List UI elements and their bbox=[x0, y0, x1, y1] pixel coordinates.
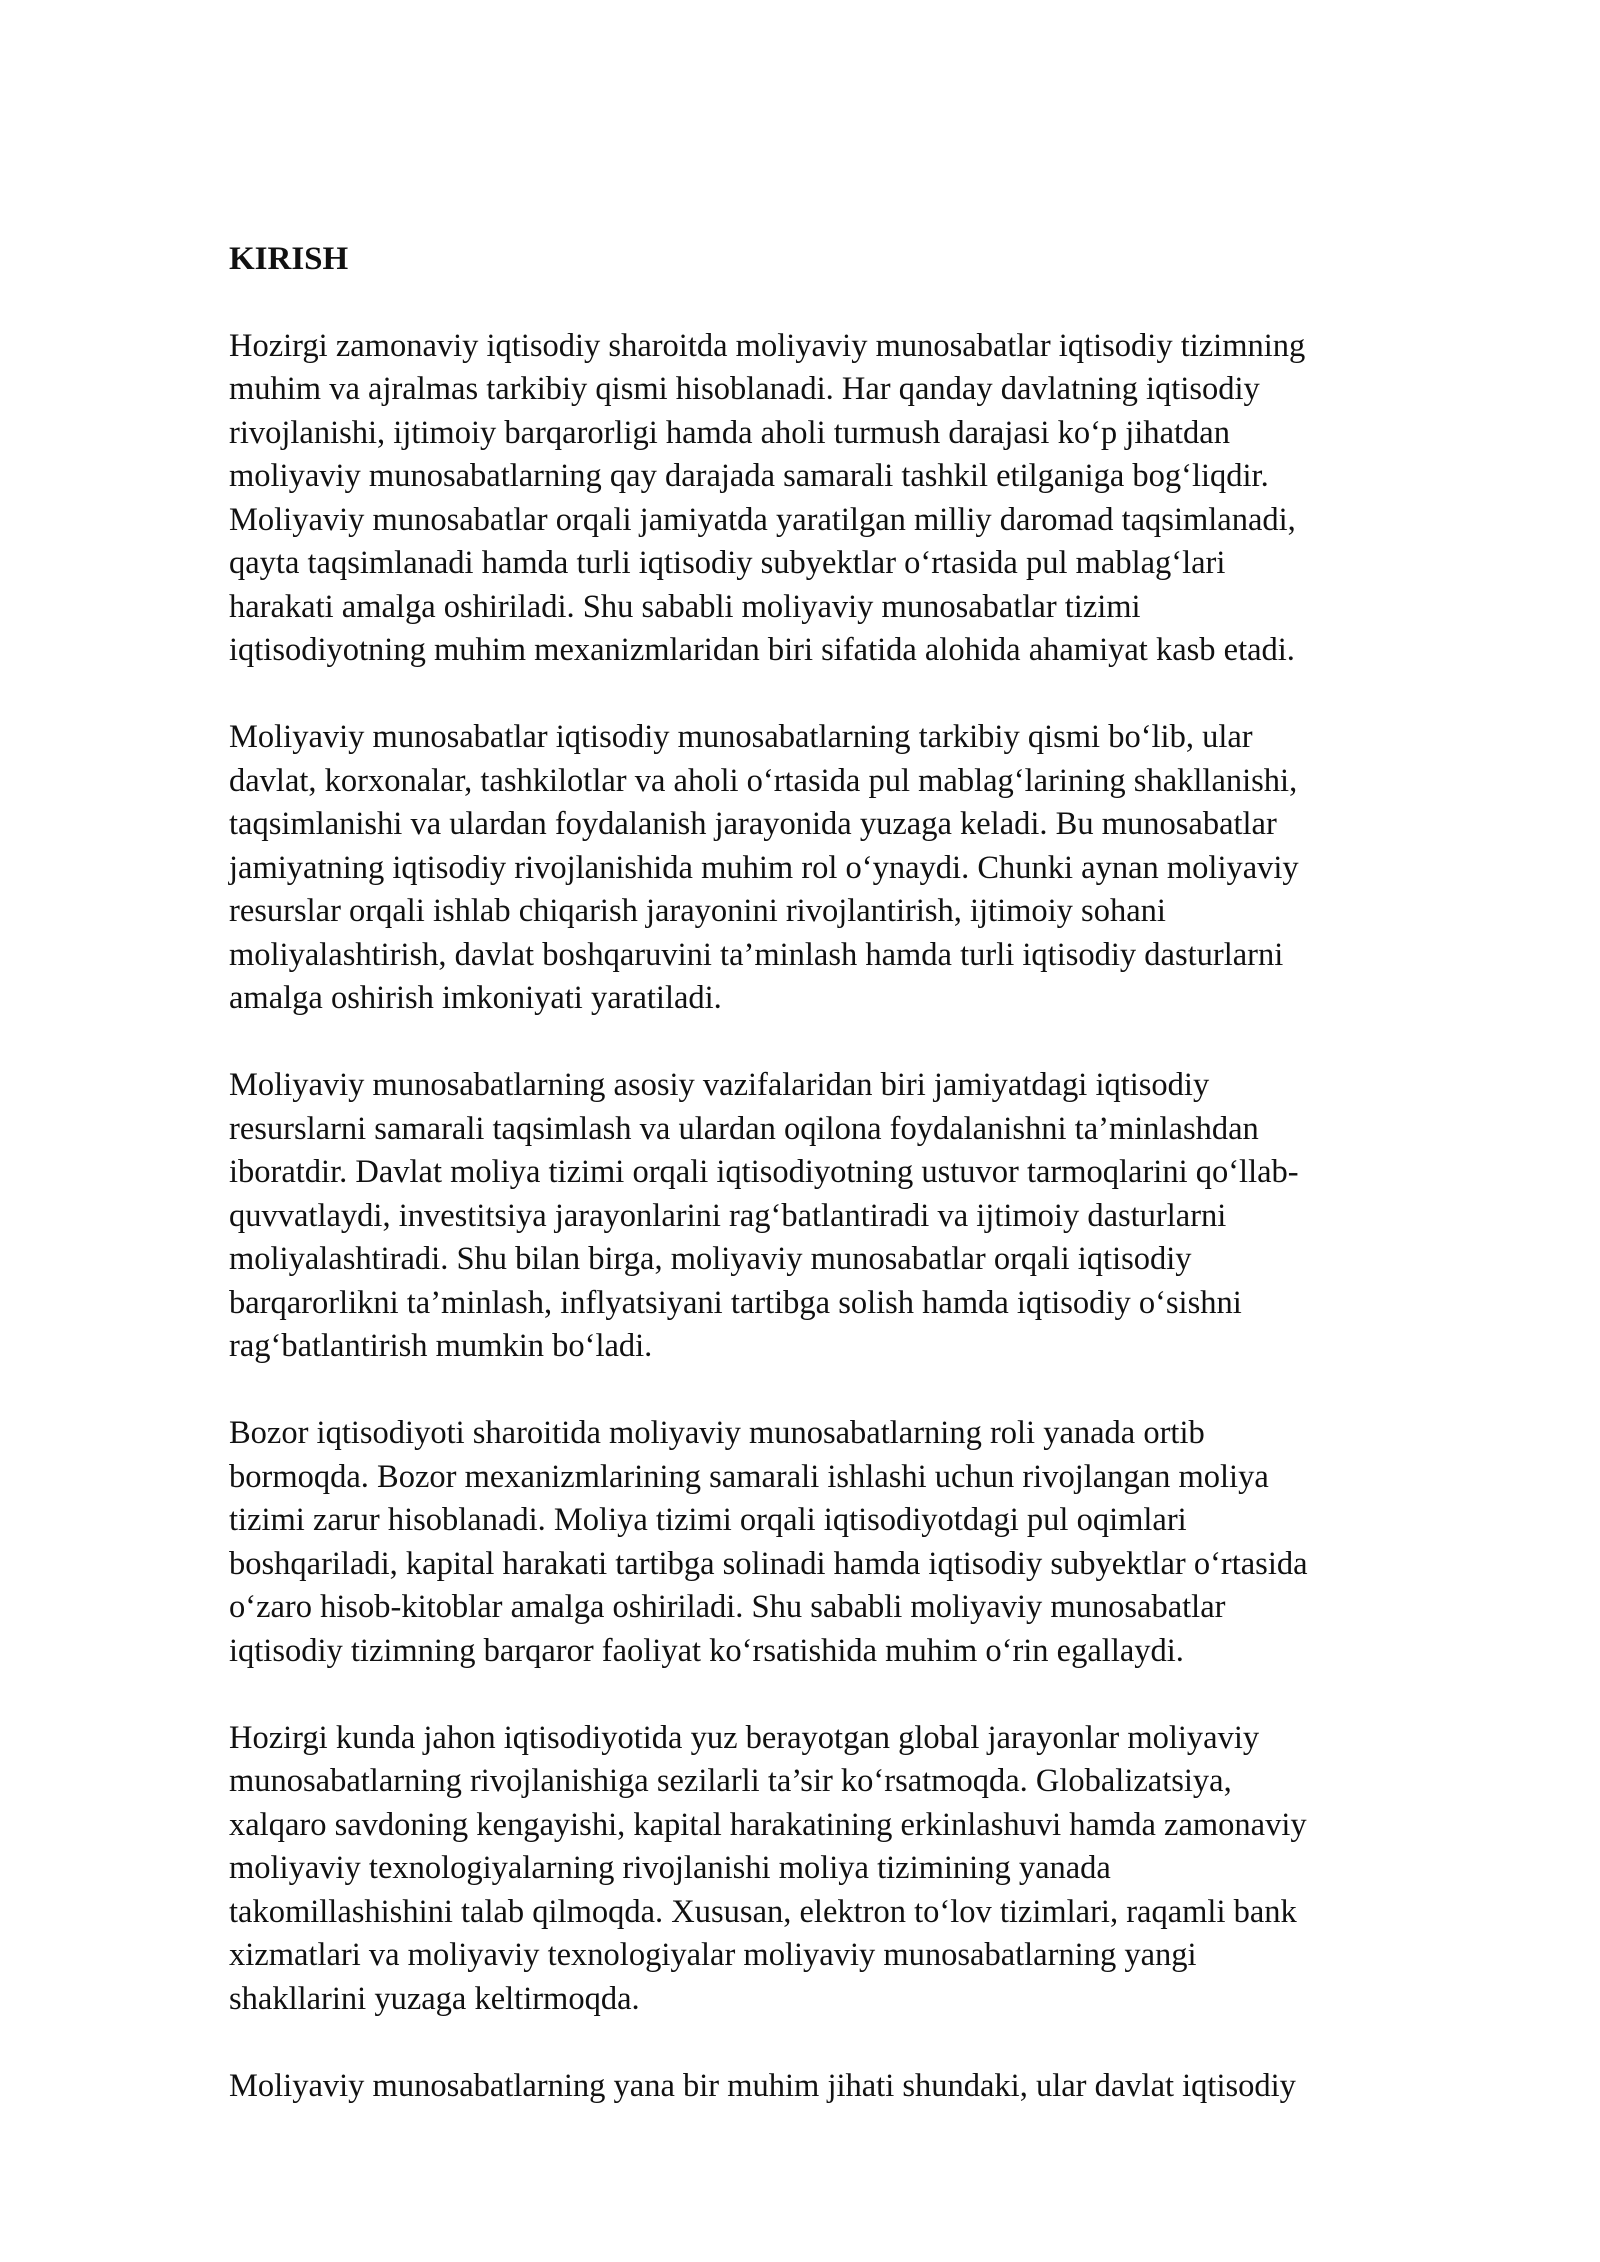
paragraph-6: Moliyaviy munosabatlarning yana bir muhim jihati shundaki, ular davlat iqtisodiy bbox=[229, 2067, 1296, 2104]
paragraph-5: Hozirgi kunda jahon iqtisodiyotida yuz berayotgan global jarayonlar moliyaviy munosabatlarning rivojlanishiga sezilarli ta’sir ko‘rsatmoqda. Globalizatsiya, xalqaro savdoning kengayishi, kapital harakatining erkinlashuvi hamda zamonaviy moliyaviy texnologiyalarning rivojlanishi moliya tizimining yanada takomillashishini talab qilmoqda. Xususan, elektron to‘lov tizimlari, raqamli bank xizmatlari va moliyaviy texnologiyalar moliyaviy munosabatlarning yangi shakllarini yuzaga keltirmoqda. bbox=[229, 1719, 1307, 2017]
paragraph-3: Moliyaviy munosabatlarning asosiy vazifalaridan biri jamiyatdagi iqtisodiy resurslarni samarali taqsimlash va ulardan oqilona foydalanishni ta’minlashdan iboratdir. Davlat moliya tizimi orqali iqtisodiyotning ustuvor tarmoqlarini qo‘llab- quvvatlaydi, investitsiya jarayonlarini rag‘batlantiradi va ijtimoiy dasturlarni moliyalashtiradi. Shu bilan birga, moliyaviy munosabatlar orqali iqtisodiy barqarorlikni ta’minlash, inflyatsiyani tartibga solish hamda iqtisodiy o‘sishni rag‘batlantirish mumkin bo‘ladi. bbox=[229, 1067, 1299, 1364]
paragraph-2: Moliyaviy munosabatlar iqtisodiy munosabatlarning tarkibiy qismi bo‘lib, ular davlat, korxonalar, tashkilotlar va aholi o‘rtasida pul mablag‘larining shakllanishi, taqsimlanishi va ulardan foydalanish jarayonida yuzaga keladi. Bu munosabatlar jamiyatning iqtisodiy rivojlanishida muhim rol o‘ynaydi. Chunki aynan moliyaviy resurslar orqali ishlab chiqarish jarayonini rivojlantirish, ijtimoiy sohani moliyalashtirish, davlat boshqaruvini ta’minlash hamda turli iqtisodiy dasturlarni amalga oshirish imkoniyati yaratiladi. bbox=[229, 719, 1299, 1016]
paragraph-4: Bozor iqtisodiyoti sharoitida moliyaviy munosabatlarning roli yanada ortib bormoqda. Bozor mexanizmlarining samarali ishlashi uchun rivojlangan moliya tizimi zarur hisoblanadi. Moliya tizimi orqali iqtisodiyotdagi pul oqimlari boshqariladi, kapital harakati tartibga solinadi hamda iqtisodiy subyektlar o‘rtasida o‘zaro hisob-kitoblar amalga oshiriladi. Shu sababli moliyaviy munosabatlar iqtisodiy tizimning barqaror faoliyat ko‘rsatishida muhim o‘rin egallaydi. bbox=[229, 1415, 1308, 1669]
paragraph-1: Hozirgi zamonaviy iqtisodiy sharoitda moliyaviy munosabatlar iqtisodiy tizimning muhim va ajralmas tarkibiy qismi hisoblanadi. Har qanday davlatning iqtisodiy rivojlanishi, ijtimoiy barqarorligi hamda aholi turmush darajasi ko‘p jihatdan moliyaviy munosabatlarning qay darajada samarali tashkil etilganiga bog‘liqdir. Moliyaviy munosabatlar orqali jamiyatda yaratilgan milliy daromad taqsimlanadi, qayta taqsimlanadi hamda turli iqtisodiy subyektlar o‘rtasida pul mablag‘lari harakati amalga oshiriladi. Shu sababli moliyaviy munosabatlar tizimi iqtisodiyotning muhim mexanizmlaridan biri sifatida alohida ahamiyat kasb etadi. bbox=[229, 327, 1306, 668]
document-heading: KIRISH bbox=[229, 241, 349, 277]
document-page bbox=[229, 238, 1489, 2152]
